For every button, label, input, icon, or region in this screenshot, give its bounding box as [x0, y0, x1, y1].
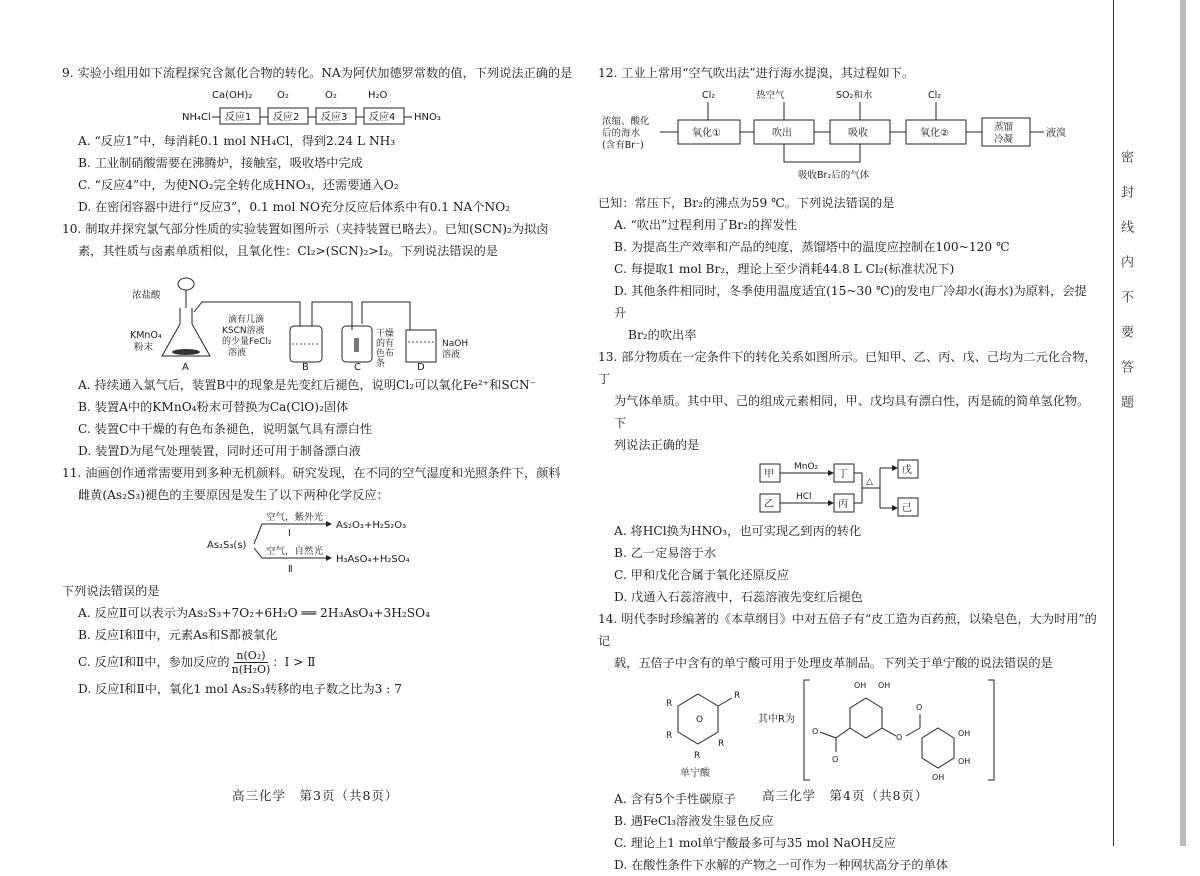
q10-option-b: B. 装置A中的KMnO₄粉末可替换为Ca(ClO)₂固体 — [78, 400, 349, 414]
q10-acid-label: 浓盐酸 — [132, 290, 161, 301]
q14-option-c: C. 理论上1 mol单宁酸最多可与35 mol NaOH反应 — [614, 836, 896, 850]
q12-flow-diagram — [598, 86, 1098, 190]
q12-option-d-cont: Br₂的吹出率 — [628, 328, 697, 342]
q14-structure-svg — [598, 676, 1018, 786]
oh-5: OH — [932, 773, 945, 782]
r-1: R — [734, 691, 741, 701]
q11-frac-num: n(O₂) — [236, 648, 266, 662]
q10-apparatus — [62, 264, 576, 372]
q13-r1: MnO₂ — [794, 462, 819, 472]
q13-stem-2: 为气体单质。其中甲、己的组成元素相同，甲、戊均具有漂白性，丙是硫的简单氢化物。下 — [614, 394, 1090, 430]
q12-box-3-label: 吸收 — [848, 128, 868, 139]
q9-box-2-label: 反应2 — [273, 112, 300, 123]
q12-top-2: 热空气 — [756, 90, 785, 101]
r-4: R — [694, 751, 701, 761]
label-c: C — [354, 362, 361, 372]
q12-option-a: A. “吹出”过程利用了Br₂的挥发性 — [614, 218, 797, 232]
q11-frac-tail: ：Ⅰ > Ⅱ — [272, 655, 316, 669]
q10-c-desc-1: 干燥 — [376, 329, 395, 339]
beaker-d — [406, 330, 436, 362]
node-wu-label: 戊 — [902, 465, 912, 476]
r-2: R — [666, 699, 673, 709]
q13-scheme — [598, 458, 1098, 518]
galloyl-ring-2 — [922, 728, 954, 768]
q12-box-2-label: 吹出 — [772, 128, 792, 139]
node-ji-label: 己 — [902, 503, 912, 514]
seal-text: 密封线内不要答题 — [1118, 150, 1133, 430]
ester-o-1: O — [812, 727, 819, 736]
q13-stem-1: 13. 部分物质在一定条件下的转化关系如图所示。已知甲、乙、丙、戊、己均为二元化合物，丁 — [598, 350, 1097, 386]
q10-option-a: A. 持续通入氯气后，装置B中的现象是先变红后褪色，说明Cl₂可以氧化Fe²⁺和SCN⁻ — [78, 378, 537, 392]
q11-scheme-svg — [62, 508, 482, 578]
q14-option-d: D. 在酸性条件下水解的产物之一可作为一种网状高分子的单体 — [614, 858, 948, 872]
ring-o: O — [696, 715, 704, 725]
q14-option-a: A. 含有5个手性碳原子 — [614, 792, 736, 806]
binding-edge — [1180, 0, 1186, 846]
q12-in-2: 后的海水 — [602, 128, 641, 139]
node-bing-label: 丙 — [838, 499, 848, 510]
oh-2: OH — [878, 681, 891, 690]
q14-stem-1: 14. 明代李时珍编著的《本草纲目》中对五倍子有“皮工造为百药煎，以染皂色，大为时用”的记 — [598, 612, 1097, 648]
q11-ask: 下列说法错误的是 — [62, 584, 160, 598]
node-ding-label: 丁 — [838, 469, 848, 480]
q11-frac-den: n(H₂O) — [231, 662, 271, 676]
q13-r2: HCl — [796, 492, 812, 502]
q13-scheme-svg — [598, 458, 1018, 518]
q10-stem-1: 10. 制取并探究氯气部分性质的实验装置如图所示（夹持装置已略去）。已知(SCN)₂为拟卤 — [62, 222, 549, 236]
q10-b-desc-2: KSCN溶液 — [222, 326, 265, 336]
label-d: D — [417, 362, 425, 372]
q11-stem-2: 雌黄(As₂S₃)褪色的主要原因是发生了以下两种化学反应： — [78, 488, 389, 502]
tannic-name: 单宁酸 — [680, 768, 710, 779]
q9-option-b: B. 工业制硝酸需要在沸腾炉，接触室，吸收塔中完成 — [78, 156, 363, 170]
q10-naoh-1: NaOH — [442, 339, 469, 349]
q11-num-1: Ⅰ — [288, 528, 291, 539]
q9-option-d: D. 在密闭容器中进行“反应3”，0.1 mol NO充分反应后体系中有0.1 NA个NO₂ — [78, 200, 511, 214]
q11-reactant: As₂S₃(s) — [207, 540, 247, 551]
where-r: 其中R为 — [758, 714, 795, 725]
footer-page-3: 高三化学 第3页（共8页） — [232, 788, 399, 803]
q10-b-desc-1: 滴有几滴 — [228, 315, 265, 325]
q12-box-4-label: 氧化② — [920, 128, 949, 139]
ester-o-2: O — [896, 733, 903, 742]
q10-b-desc-4: 溶液 — [228, 348, 247, 358]
q12-last-2: 冷凝 — [994, 134, 1014, 145]
separatory-funnel — [178, 278, 194, 290]
label-a: A — [182, 362, 189, 372]
q13-option-d: D. 戊通入石蕊溶液中，石蕊溶液先变红后褪色 — [614, 590, 863, 604]
q9-reagent-3: O₂ — [325, 90, 337, 101]
q10-stem-2: 素，其性质与卤素单质相似，且氧化性：Cl₂>(SCN)₂>I₂。下列说法错误的是 — [78, 244, 499, 258]
q9-reagent-1: Ca(OH)₂ — [212, 90, 253, 101]
q11-option-a: A. 反应Ⅱ可以表示为As₂S₃+7O₂+6H₂O ══ 2H₃AsO₄+3H₂SO₄ — [78, 606, 430, 620]
q10-c-desc-4: 条 — [376, 359, 386, 369]
q12-option-c: C. 每提取1 mol Br₂，理论上至少消耗44.8 L Cl₂(标准状况下) — [614, 262, 955, 276]
q10-naoh-2: 溶液 — [442, 350, 461, 360]
q12-loop-label: 吸收Br₂后的气体 — [798, 170, 870, 181]
galloyl-ring-1 — [850, 698, 882, 738]
q11-stem-1: 11. 油画创作通常需要用到多种无机颜料。研究发现，在不同的空气湿度和光照条件下，颜料 — [62, 466, 561, 480]
q9-box-3-label: 反应3 — [321, 112, 348, 123]
right-page — [598, 62, 1098, 876]
carbonyl-o-1: O — [832, 755, 839, 764]
q14-structure — [598, 676, 1098, 786]
q14-stem-2: 载，五倍子中含有的单宁酸可用于处理皮革制品。下列关于单宁酸的说法错误的是 — [614, 656, 1053, 670]
q10-option-c: C. 装置C中干燥的有色布条褪色，说明氯气具有漂白性 — [78, 422, 373, 436]
q13-delta: △ — [866, 477, 873, 487]
q12-top-4: Cl₂ — [928, 90, 942, 101]
q10-kmno4-2: 粉末 — [134, 342, 154, 353]
q11-fraction — [232, 649, 271, 676]
q12-out: 液溴 — [1046, 128, 1066, 139]
q9-start: NH₄Cl — [182, 112, 211, 123]
r-3: R — [666, 731, 673, 741]
q9-end: HNO₃ — [414, 112, 441, 123]
q9-option-a: A. “反应1”中，每消耗0.1 mol NH₄Cl，得到2.24 L NH₃ — [78, 134, 396, 148]
node-yi-label: 乙 — [764, 499, 774, 510]
q9-flow-svg — [62, 86, 482, 128]
q9-reagent-2: O₂ — [277, 90, 289, 101]
q12-known: 已知：常压下，Br₂的沸点为59 ℃。下列说法错误的是 — [598, 196, 895, 210]
q11-option-c-text: C. 反应Ⅰ和Ⅱ中，参加反应的 — [78, 655, 230, 669]
oh-4: OH — [958, 757, 971, 766]
q9-stem: 9. 实验小组用如下流程探究含氮化合物的转化。NA为阿伏加德罗常数的值，下列说法正确的是 — [62, 66, 573, 80]
q10-c-desc-2: 的有 — [376, 339, 395, 349]
q13-stem-3: 列说法正确的是 — [614, 438, 700, 452]
q13-option-a: A. 将HCl换为HNO₃，也可实现乙到丙的转化 — [614, 524, 862, 538]
q11-prod-1: As₂O₃+H₂S₂O₃ — [336, 520, 407, 531]
q11-option-b: B. 反应Ⅰ和Ⅱ中，元素As和S都被氧化 — [78, 628, 278, 642]
left-page — [62, 62, 576, 700]
q12-option-b: B. 为提高生产效率和产品的纯度，蒸馏塔中的温度应控制在100~120 ℃ — [614, 240, 1010, 254]
q13-option-b: B. 乙一定易溶于水 — [614, 546, 717, 560]
q9-flow-diagram — [62, 86, 576, 128]
q9-box-4-label: 反应4 — [369, 112, 396, 123]
q11-num-2: Ⅱ — [288, 564, 293, 575]
q9-reagent-4: H₂O — [368, 90, 388, 101]
q12-box-1-label: 氧化① — [692, 128, 721, 139]
q13-option-c: C. 甲和戊化合属于氧化还原反应 — [614, 568, 790, 582]
oh-3: OH — [958, 729, 971, 738]
oh-1: OH — [854, 681, 867, 690]
q12-top-3: SO₂和水 — [836, 90, 873, 101]
q12-flow-svg — [598, 86, 1098, 190]
q12-in-1: 浓缩、酸化 — [602, 116, 650, 127]
q10-c-desc-3: 色布 — [376, 349, 395, 359]
flask-a — [162, 308, 210, 356]
q10-b-desc-3: 的少量FeCl₂ — [222, 337, 272, 347]
q12-option-d: D. 其他条件相同时，冬季使用温度适宜(15~30 ℃)的发电厂冷却水(海水)为原料，会提升 — [614, 284, 1087, 320]
q9-option-c: C. “反应4”中，为使NO₂完全转化成HNO₃，还需要通入O₂ — [78, 178, 399, 192]
node-jia-label: 甲 — [764, 469, 774, 480]
q10-kmno4-1: KMnO₄ — [130, 330, 162, 341]
q14-option-b: B. 遇FeCl₃溶液发生显色反应 — [614, 814, 774, 828]
label-b: B — [302, 362, 309, 372]
q11-cond-2: 空气，自然光 — [266, 546, 324, 557]
q12-stem: 12. 工业上常用“空气吹出法”进行海水提溴，其过程如下。 — [598, 66, 915, 80]
q11-prod-2: H₃AsO₄+H₂SO₄ — [336, 554, 410, 565]
q12-in-3: (含有Br⁻) — [602, 140, 644, 151]
q11-cond-1: 空气，紫外光 — [266, 512, 324, 523]
r-5: R — [718, 739, 725, 749]
q12-last-1: 蒸馏 — [994, 122, 1014, 133]
q11-option-c — [62, 646, 576, 678]
carbonyl-o-2: O — [916, 703, 923, 712]
q10-option-d: D. 装置D为尾气处理装置，同时还可用于制备漂白液 — [78, 444, 361, 458]
q9-box-1-label: 反应1 — [225, 112, 252, 123]
q12-top-1: Cl₂ — [702, 90, 716, 101]
q11-option-d: D. 反应Ⅰ和Ⅱ中，氧化1 mol As₂S₃转移的电子数之比为3 : 7 — [78, 682, 403, 696]
footer-page-4: 高三化学 第4页（共8页） — [762, 788, 929, 803]
q11-scheme — [62, 508, 576, 578]
q10-apparatus-svg — [62, 264, 562, 372]
